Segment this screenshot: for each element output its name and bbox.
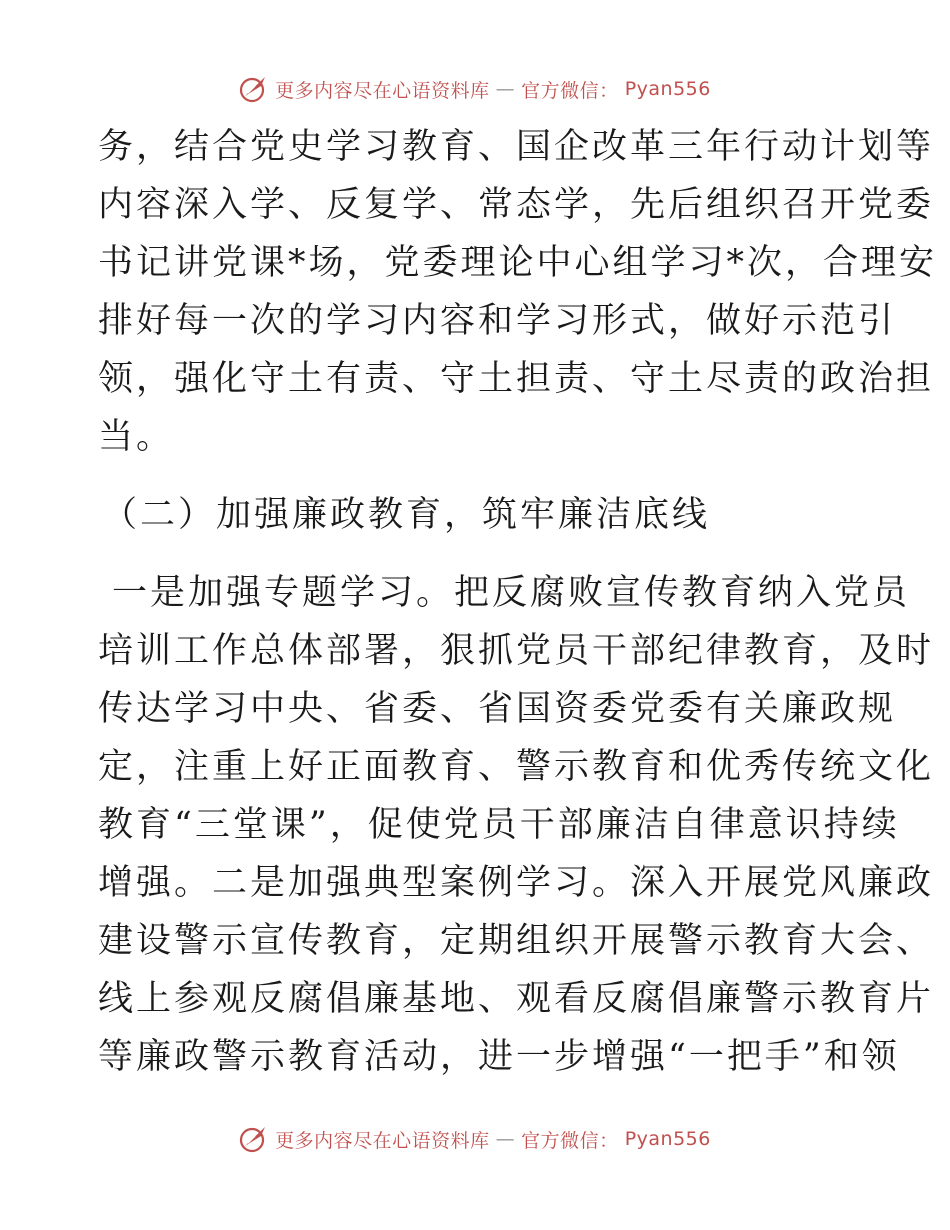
text-line: 定，注重上好正面教育、警示教育和优秀传统文化 — [98, 747, 935, 787]
section-heading: （二）加强廉政教育，筑牢廉洁底线 — [102, 495, 711, 535]
text-line: 内容深入学、反复学、常态学，先后组织召开党委 — [98, 185, 935, 225]
text-line: 务，结合党史学习教育、国企改革三年行动计划等 — [98, 127, 935, 167]
watermark-site-text: 更多内容尽在心语资料库 — [275, 1129, 490, 1152]
watermark-handle: Pyan556 — [624, 78, 711, 100]
quill-logo-icon — [239, 1124, 269, 1154]
text-line: 增强。二是加强典型案例学习。深入开展党风廉政 — [98, 863, 935, 903]
watermark-separator: — — [495, 78, 516, 100]
text-line: 当。 — [98, 417, 175, 457]
watermark-header — [0, 74, 950, 104]
watermark-separator: — — [495, 1128, 516, 1150]
text-line: 教育“三堂课”，促使党员干部廉洁自律意识持续 — [98, 805, 900, 845]
document-body — [98, 118, 938, 1086]
watermark-wechat-label: 官方微信： — [521, 79, 619, 102]
text-line: 一是加强专题学习。把反腐败宣传教育纳入党员 — [112, 573, 911, 613]
text-line: 建设警示宣传教育，定期组织开展警示教育大会、 — [98, 921, 935, 961]
paragraph-2 — [98, 564, 935, 1086]
text-line: 书记讲党课*场，党委理论中心组学习*次，合理安 — [98, 243, 938, 283]
watermark-handle: Pyan556 — [624, 1128, 711, 1150]
paragraph-1 — [98, 118, 938, 466]
text-line: 传达学习中央、省委、省国资委党委有关廉政规 — [98, 689, 897, 729]
text-line: 领，强化守土有责、守土担责、守土尽责的政治担 — [98, 359, 935, 399]
text-line: 线上参观反腐倡廉基地、观看反腐倡廉警示教育片 — [98, 979, 935, 1019]
text-line: 培训工作总体部署，狠抓党员干部纪律教育，及时 — [98, 631, 935, 671]
watermark-wechat-label: 官方微信： — [521, 1129, 619, 1152]
spacer — [98, 544, 858, 564]
spacer — [98, 466, 858, 486]
text-line: 排好每一次的学习内容和学习形式，做好示范引 — [98, 301, 897, 341]
text-line: 等廉政警示教育活动，进一步增强“一把手”和领 — [98, 1037, 900, 1077]
watermark-site-text: 更多内容尽在心语资料库 — [275, 79, 490, 102]
quill-logo-icon — [239, 74, 269, 104]
watermark-footer — [0, 1124, 950, 1154]
